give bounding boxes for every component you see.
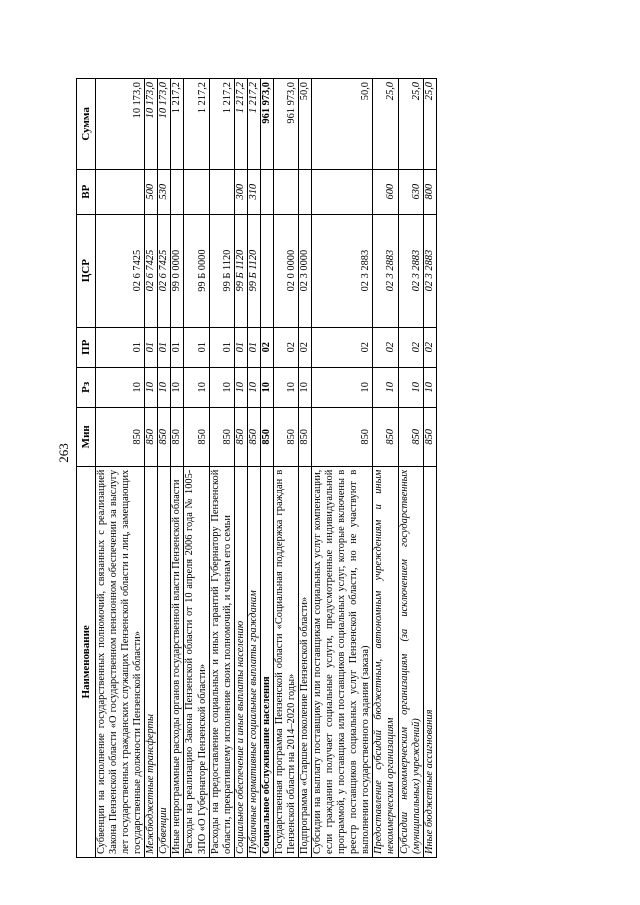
cell-min: 850 xyxy=(96,407,145,466)
table-row xyxy=(234,79,247,858)
table-row xyxy=(373,79,398,858)
cell-min: 850 xyxy=(398,407,423,466)
cell-name: Государственная программа Пензенской области «Социальная поддержка граждан в Пензенской области на 2014–2020 годы» xyxy=(273,466,298,857)
cell-pr: 01 xyxy=(247,327,260,367)
cell-vr: 310 xyxy=(247,169,260,214)
cell-sum: 1 217,2 xyxy=(234,79,247,170)
cell-vr: 300 xyxy=(234,169,247,214)
cell-vr xyxy=(96,169,145,214)
cell-rz: 10 xyxy=(273,367,298,407)
header-csr: ЦСР xyxy=(77,214,96,327)
cell-rz: 10 xyxy=(247,367,260,407)
cell-csr: 02 3 2883 xyxy=(423,214,436,327)
budget-table xyxy=(76,78,437,858)
cell-sum: 10 173,0 xyxy=(96,79,145,170)
cell-name: Публичные нормативные социальные выплаты гражданам xyxy=(247,466,260,857)
cell-pr: 02 xyxy=(273,327,298,367)
header-rz: Рз xyxy=(77,367,96,407)
cell-pr: 01 xyxy=(145,327,158,367)
cell-min: 850 xyxy=(247,407,260,466)
cell-vr: 800 xyxy=(423,169,436,214)
cell-vr xyxy=(260,169,273,214)
table-row xyxy=(209,79,234,858)
cell-rz: 10 xyxy=(312,367,373,407)
cell-min: 850 xyxy=(260,407,273,466)
cell-rz: 10 xyxy=(260,367,273,407)
cell-min: 850 xyxy=(273,407,298,466)
cell-vr xyxy=(171,169,184,214)
cell-name: Субсидии некоммерческим организациям (за исключением государственных (муниципальных) учреждений) xyxy=(398,466,423,857)
cell-vr: 600 xyxy=(373,169,398,214)
cell-name: Субвенции на исполнение государственных полномочий, связанных с реализацией Закона Пензенской области «О государственном пенсионном обеспечении за выслугу лет государственных гражданских служащих Пензенской области и лиц, замещающих государственные должности Пензенской области» xyxy=(96,466,145,857)
cell-pr: 01 xyxy=(158,327,171,367)
cell-name: Расходы на реализацию Закона Пензенской области от 10 апреля 2006 года № 1005-ЗПО «О Губернаторе Пензенской области» xyxy=(184,466,209,857)
cell-min: 850 xyxy=(299,407,312,466)
cell-sum: 961 973,0 xyxy=(273,79,298,170)
header-name: Наименование xyxy=(77,466,96,857)
cell-pr: 01 xyxy=(96,327,145,367)
cell-pr: 02 xyxy=(312,327,373,367)
cell-rz: 10 xyxy=(423,367,436,407)
header-sum: Сумма xyxy=(77,79,96,170)
cell-pr: 01 xyxy=(234,327,247,367)
cell-rz: 10 xyxy=(171,367,184,407)
cell-sum: 1 217,2 xyxy=(171,79,184,170)
cell-min: 850 xyxy=(158,407,171,466)
cell-rz: 10 xyxy=(209,367,234,407)
cell-vr xyxy=(184,169,209,214)
cell-csr: 99 Б 1120 xyxy=(247,214,260,327)
cell-sum: 25,0 xyxy=(423,79,436,170)
cell-pr: 02 xyxy=(299,327,312,367)
cell-rz: 10 xyxy=(96,367,145,407)
header-vr: ВР xyxy=(77,169,96,214)
cell-sum: 1 217,2 xyxy=(209,79,234,170)
cell-csr: 02 0 0000 xyxy=(273,214,298,327)
cell-min: 850 xyxy=(373,407,398,466)
cell-name: Субвенции xyxy=(158,466,171,857)
cell-min: 850 xyxy=(145,407,158,466)
table-row xyxy=(273,79,298,858)
cell-csr: 02 6 7425 xyxy=(158,214,171,327)
cell-min: 850 xyxy=(171,407,184,466)
header-pr: ПР xyxy=(77,327,96,367)
cell-sum: 10 173,0 xyxy=(145,79,158,170)
cell-csr: 99 Б 1120 xyxy=(234,214,247,327)
cell-rz: 10 xyxy=(158,367,171,407)
table-row xyxy=(398,79,423,858)
cell-name: Социальное обеспечение и иные выплаты населению xyxy=(234,466,247,857)
cell-sum: 1 217,2 xyxy=(184,79,209,170)
cell-min: 850 xyxy=(234,407,247,466)
cell-sum: 10 173,0 xyxy=(158,79,171,170)
cell-name: Расходы на предоставление социальных и иных гарантий Губернатору Пензенской области, прекратившему исполнение своих полномочий, и членам его семьи xyxy=(209,466,234,857)
cell-pr: 01 xyxy=(171,327,184,367)
cell-rz: 10 xyxy=(234,367,247,407)
cell-csr: 02 6 7425 xyxy=(145,214,158,327)
cell-name: Субсидии на выплату поставщику или поставщикам социальных услуг компенсации, если гражданин получает социальные услуги, предусмотренные индивидуальной программой, у поставщика или поставщиков социальных услуг, которые включены в реестр поставщиков социальных услуг Пензенской области, но не участвуют в выполнении государственного задания (заказа) xyxy=(312,466,373,857)
rotated-page-content xyxy=(76,78,590,858)
cell-pr: 02 xyxy=(398,327,423,367)
cell-vr: 630 xyxy=(398,169,423,214)
cell-name: Иные бюджетные ассигнования xyxy=(423,466,436,857)
table-row xyxy=(247,79,260,858)
cell-pr: 01 xyxy=(184,327,209,367)
table-row xyxy=(299,79,312,858)
cell-sum: 961 973,0 xyxy=(260,79,273,170)
cell-sum: 50,0 xyxy=(312,79,373,170)
table-row xyxy=(423,79,436,858)
cell-name: Подпрограмма «Старшее поколение Пензенской области» xyxy=(299,466,312,857)
table-row xyxy=(312,79,373,858)
table-header-row xyxy=(77,79,96,858)
table-row xyxy=(158,79,171,858)
cell-sum: 25,0 xyxy=(398,79,423,170)
cell-pr: 01 xyxy=(209,327,234,367)
table-row xyxy=(96,79,145,858)
cell-name: Социальное обслуживание населения xyxy=(260,466,273,857)
cell-name: Предоставление субсидий бюджетным, автономным учреждениям и иным некоммерческим организациям xyxy=(373,466,398,857)
cell-rz: 10 xyxy=(373,367,398,407)
cell-min: 850 xyxy=(184,407,209,466)
table-row xyxy=(145,79,158,858)
cell-pr: 02 xyxy=(373,327,398,367)
cell-csr: 99 Б 0000 xyxy=(184,214,209,327)
cell-csr: 99 Б 1120 xyxy=(209,214,234,327)
cell-sum: 1 217,2 xyxy=(247,79,260,170)
cell-pr: 02 xyxy=(260,327,273,367)
header-min: Мин xyxy=(77,407,96,466)
cell-rz: 10 xyxy=(184,367,209,407)
table-row xyxy=(184,79,209,858)
cell-name: Иные непрограммные расходы органов государственной власти Пензенской области xyxy=(171,466,184,857)
cell-vr xyxy=(299,169,312,214)
table-row xyxy=(260,79,273,858)
cell-sum: 25,0 xyxy=(373,79,398,170)
cell-pr: 02 xyxy=(423,327,436,367)
cell-min: 850 xyxy=(423,407,436,466)
cell-rz: 10 xyxy=(398,367,423,407)
cell-min: 850 xyxy=(312,407,373,466)
page-number: 263 xyxy=(56,443,71,463)
cell-csr xyxy=(260,214,273,327)
cell-csr: 02 3 2883 xyxy=(312,214,373,327)
cell-name: Межбюджетные трансферты xyxy=(145,466,158,857)
cell-vr: 530 xyxy=(158,169,171,214)
cell-vr: 500 xyxy=(145,169,158,214)
cell-csr: 02 3 2883 xyxy=(373,214,398,327)
cell-sum: 50,0 xyxy=(299,79,312,170)
cell-csr: 02 3 2883 xyxy=(398,214,423,327)
cell-vr xyxy=(312,169,373,214)
cell-min: 850 xyxy=(209,407,234,466)
cell-csr: 02 3 0000 xyxy=(299,214,312,327)
cell-csr: 02 6 7425 xyxy=(96,214,145,327)
table-row xyxy=(171,79,184,858)
cell-csr: 99 0 0000 xyxy=(171,214,184,327)
cell-vr xyxy=(209,169,234,214)
cell-rz: 10 xyxy=(145,367,158,407)
cell-rz: 10 xyxy=(299,367,312,407)
cell-vr xyxy=(273,169,298,214)
